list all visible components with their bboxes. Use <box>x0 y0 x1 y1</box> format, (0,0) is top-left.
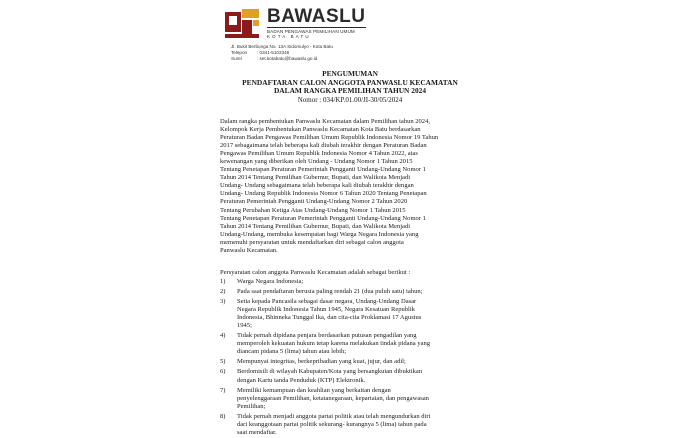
requirement-line: Mempunyai integritas, berkepribadian yang kuat, jujur, dan adil; <box>237 358 406 366</box>
intro-paragraph <box>220 118 484 255</box>
requirement-text <box>237 387 484 411</box>
requirement-line: dari keanggotaan partai politik sekurang- kurangnya 5 (lima) tahun pada <box>237 420 427 428</box>
intro-line: Panwaslu Kecamatan. <box>220 246 278 254</box>
requirement-item <box>220 358 484 366</box>
requirement-number: 1) <box>220 278 226 285</box>
requirement-line: saat mendaftar. <box>237 428 277 436</box>
requirement-number: 8) <box>220 412 226 420</box>
requirement-number: 3) <box>220 298 226 306</box>
intro-line: Pengawas Pemilihan Umum Republik Indonesia Nomor 4 Tahun 2022, atas <box>220 150 418 158</box>
document-page <box>205 0 495 438</box>
requirement-number: 7) <box>220 386 226 394</box>
intro-line: Undang- Undang Republik Indonesia Nomor 6 Tahun 2020 Tentang Penetapan <box>220 190 427 198</box>
requirement-item <box>220 332 484 356</box>
requirement-item <box>220 298 484 330</box>
requirement-number: 2) <box>220 288 226 296</box>
requirement-line: Negara Republik Indonesia Tahun 1945, Negara Kesatuan Republik <box>237 306 415 314</box>
requirement-line: memperoleh kekuatan hukum tetap karena melakukan tindak pidana yang <box>237 340 431 348</box>
requirement-text <box>237 298 484 330</box>
requirements-list <box>220 278 484 437</box>
requirement-line: Setia kepada Pancasila sebagai dasar negara, Undang-Undang Dasar <box>237 298 417 306</box>
announcement-title: PENGUMUMAN <box>322 69 378 78</box>
phone-value: : 0341-5102346 <box>257 50 290 55</box>
intro-line: Tentang Penetapan Peraturan Pemerintah Pengganti Undang-Undang Nomor 1 <box>220 214 426 222</box>
requirement-text <box>237 332 484 356</box>
requirement-line: Pemilihan; <box>237 402 266 410</box>
intro-line: Tentang Perubahan Ketiga Atas Undang-Undang Nomor 1 Tahun 2015 <box>220 206 406 214</box>
intro-line: Undang- Undang sebagaimana telah beberapa kali diubah terakhir dengan <box>220 182 414 190</box>
requirement-line: dengan Kartu tanda Penduduk (KTP) Elektronik. <box>237 376 366 384</box>
intro-line: Tahun 2014 Tentang Pemilihan Gubernur, Bupati, dan Walikota Menjadi <box>220 222 411 230</box>
intro-line: kewenangan yang diberikan oleh Undang - Undang Nomor 1 Tahun 2015 <box>220 158 413 166</box>
requirement-line: diancam pidana 5 (lima) tahun atau lebih; <box>237 348 347 356</box>
announcement-line2: DALAM RANGKA PEMILIHAN TAHUN 2024 <box>273 86 427 96</box>
requirement-item <box>220 413 484 437</box>
requirement-line: penyelenggaraan Pemilihan, ketatanegaraan, kepartaian, dan pengawasan <box>237 394 429 402</box>
phone-label: Telepon <box>231 50 248 55</box>
email-value: : set.kotabatu@bawaslu.go.id <box>257 56 318 61</box>
bawaslu-logo-icon <box>225 6 263 40</box>
requirement-number: 4) <box>220 332 226 340</box>
intro-line: 2017 sebagaimana telah beberapa kali diubah terakhir dengan Peraturan Badan <box>220 142 427 150</box>
requirement-item <box>220 288 484 296</box>
email-line <box>231 56 333 62</box>
intro-line: Peraturan Badan Pengawas Pemilihan Umum Republik Indonesia Nomor 19 Tahun <box>220 134 439 142</box>
letterhead-contact <box>231 44 333 62</box>
brand-subtitle: BADAN PENGAWAS PEMILIHAN UMUM <box>267 27 366 34</box>
requirements-intro: Persyaratan calon anggota Panwaslu Kecamatan adalah sebagai berikut : <box>220 269 411 276</box>
requirement-text <box>237 278 484 286</box>
intro-line: Tentang Penetapan Peraturan Pemerintah Pengganti Undang-Undang Nomor 1 <box>220 166 426 174</box>
requirement-item <box>220 278 484 286</box>
requirement-text <box>237 368 484 384</box>
intro-line: Kelompok Kerja Pembentukan Panwaslu Kecamatan Kota Batu berdasarkan <box>220 126 421 134</box>
requirement-line: Memiliki kemampuan dan keahlian yang berkaitan dengan <box>237 386 391 394</box>
requirement-text <box>237 288 484 296</box>
requirement-line: Indonesia, Bhinneka Tunggal Ika, dan cita-cita Proklamasi 17 Agustus <box>237 314 422 322</box>
requirement-line: Berdomisili di wilayah Kabupaten/Kota yang bersangkutan dibuktikan <box>237 368 423 376</box>
requirement-text <box>237 358 484 366</box>
announcement-heading <box>205 70 495 104</box>
intro-line: Tahun 2014 Tentang Pemilihan Gubernur, Bupati, dan Walikota Menjadi <box>220 174 411 182</box>
requirement-item <box>220 368 484 384</box>
address-line: Jl. Bukit Berbunga No. 13A Sidomulyo - Kota Batu <box>231 44 333 49</box>
requirement-item <box>220 387 484 411</box>
brand-name: BAWASLU <box>267 6 366 27</box>
announcement-number: Nomor : 034/KP.01.00/JI-30/05/2024 <box>297 95 403 104</box>
requirement-number: 5) <box>220 358 226 366</box>
announcement-line1: PENDAFTARAN CALON ANGGOTA PANWASLU KECAMATAN <box>242 77 458 87</box>
intro-line: memenuhi persyaratan untuk mendaftarkan diri sebagai calon anggota <box>220 238 404 246</box>
requirement-line: 1945; <box>237 322 252 330</box>
requirement-line: Tidak pernah menjadi anggota partai politik atau telah mengundurkan diri <box>237 412 431 420</box>
requirement-line: Pada saat pendaftaran berusia paling rendah 21 (dua puluh satu) tahun; <box>237 288 423 296</box>
intro-line: Undang-Undang, membuka kesempatan bagi Warga Negara Indonesia yang <box>220 230 419 238</box>
intro-line: Peraturan Pemerintah Pengganti Undang-Undang Nomor 2 Tahun 2020 <box>220 198 408 206</box>
requirement-text <box>237 413 484 437</box>
requirement-number: 6) <box>220 368 226 376</box>
letterhead-logo <box>225 5 366 41</box>
brand-region: KOTA BATU <box>267 34 311 39</box>
requirement-line: Warga Negara Indonesia; <box>237 278 304 285</box>
intro-line: Dalam rangka pembentukan Panwaslu Kecamatan dalam Pemilihan tahun 2024, <box>220 118 430 125</box>
requirement-line: Tidak pernah dipidana penjara berdasarkan putusan pengadilan yang <box>237 332 417 340</box>
email-label: Surel <box>231 56 242 61</box>
